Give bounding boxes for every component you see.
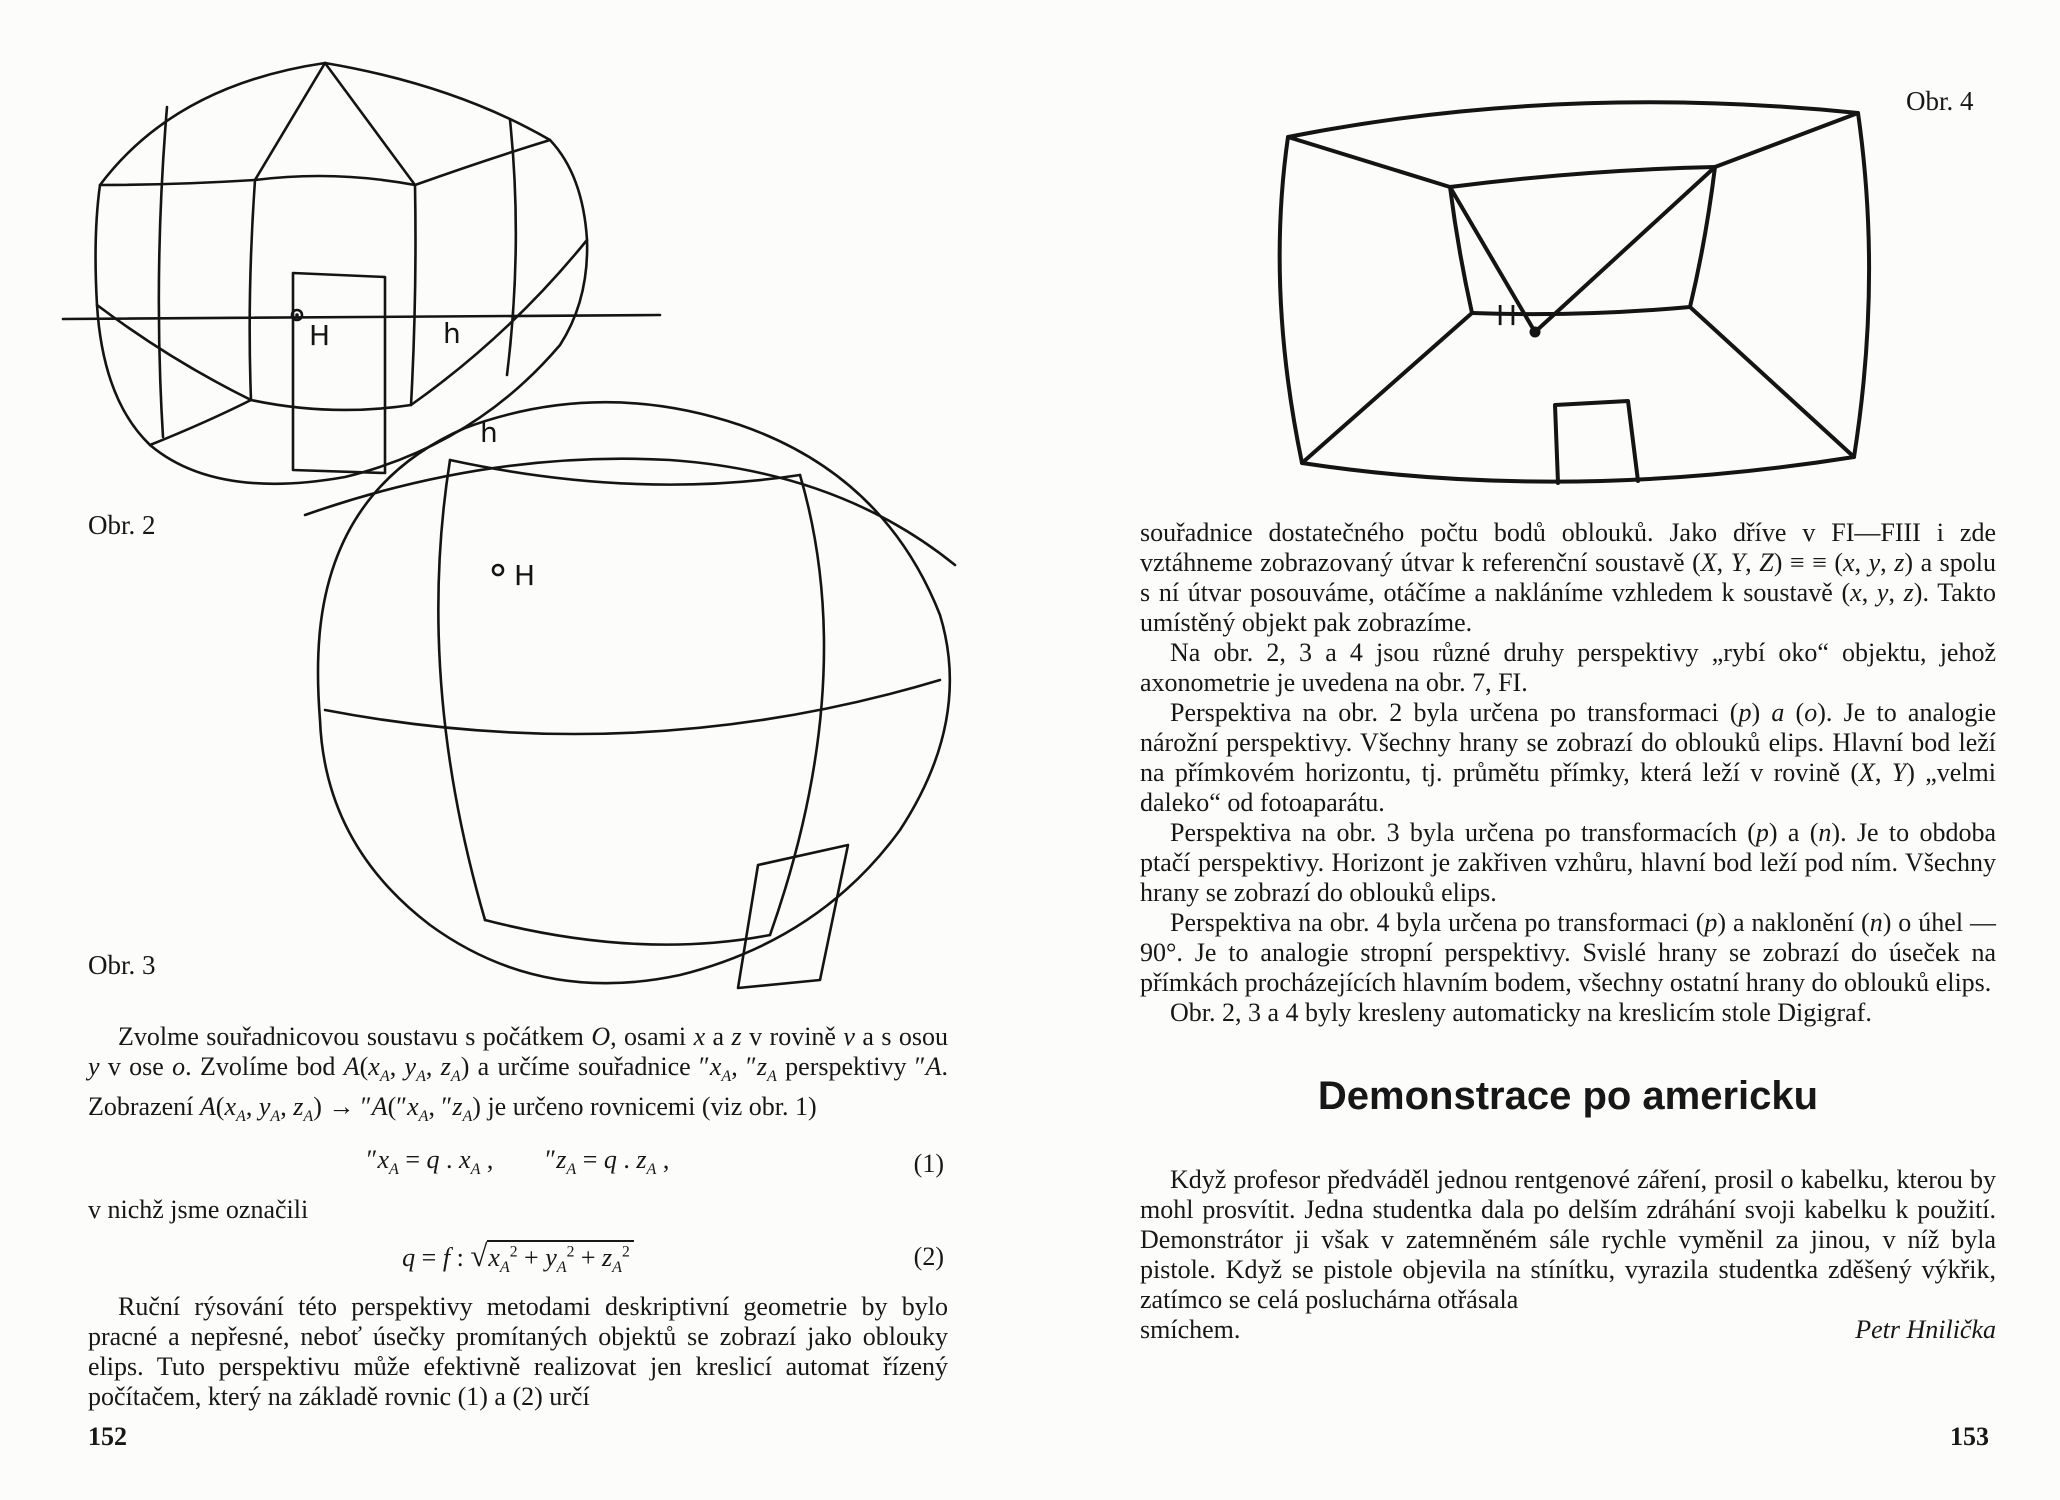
page-number-left: 152 [88,1422,127,1451]
equation-2-number: (2) [913,1241,944,1271]
equation-1-body: $''x_A = q$ . $x_A$ , $''z_A = q$ . $z_A$ , [366,1145,670,1179]
fig4-corner-line-tr [1715,113,1858,167]
fig4-door [1555,401,1638,483]
author-signature: Petr Hnilička [1855,1315,1996,1344]
anecdote-last-line [1140,1315,1996,1345]
paragraph-perspective-obr3: Perspektiva na obr. 3 byla určena po transformacích (p) a (n). Je to obdoba ptačí perspektivy. Horizont je zakřiven vzhůru, hlavní bod leží pod ním. Všechny hrany se zobrazí do oblouků elips. [1140,818,1996,907]
fig3-H-label: H [514,559,536,592]
fig4-ceiling-top [1450,167,1715,187]
figure-label-obr3: Obr. 3 [88,950,156,980]
fig4-principal-point [1530,327,1541,338]
paragraph-bridge: v nichž jsme označili [88,1194,309,1224]
paragraph-anecdote: Když profesor předváděl jednou rentgenové záření, prosil o kabelku, kterou by mohl prosvítit. Jedna studentka dala po delším zdráhání svoji kabelku k použití. Demonstrátor ji však v zatemněném sále rychle vyměnil za jinou, v níž byla pistole. Když se pistole objevila na stínítku, vyrazila studentka zděšený výkřik, zatímco se celá posluchárna otřásala [1140,1165,1996,1314]
fig4-H-label: H [1496,299,1518,332]
right-text-column [1140,518,1996,1345]
fig2-H-label: H [309,319,331,352]
equation-1-number: (1) [913,1149,944,1179]
section-heading-demonstrace: Demonstrace po americku [1317,1074,1819,1118]
anecdote-last-word: smíchem. [1140,1315,1241,1344]
paragraph-perspective-obr2: Perspektiva na obr. 2 byla určena po transformaci (p) a (o). Je to analogie nárožní perspektivy. Všechny hrany se zobrazí do oblouků elips. Hlavní bod leží na přímkovém horizontu, tj. průmětu přímky, která leží v rovině (X, Y) „velmi daleko“ od fotoaparátu. [1140,698,1996,817]
paragraph-fisheye-kinds: Na obr. 2, 3 a 4 jsou různé druhy perspektivy „rybí oko“ objektu, jehož axonometrie je uvedena na obr. 7, FI. [1140,638,1996,697]
fig3-h-label: h [480,416,498,449]
fig4-outline [1280,102,1869,481]
fig4-corner-line-br [1690,307,1854,457]
figure-obr4-fisheye-ceiling-perspective [1260,75,1890,515]
figure-label-obr4: Obr. 4 [1906,86,1974,116]
fig2-h-label: h [443,317,461,350]
paragraph-arc-coordinates: souřadnice dostatečného počtu bodů oblouků. Jako dříve v FI—FIII i zde vztáhneme zobrazovaný útvar k referenční soustavě (X, Y, Z) ≡ ≡ (x, y, z) a spolu s ní útvar posouváme, otáčíme a nakláníme vzhledem k soustavě (x, y, z). Takto umístěný objekt pak zobrazíme. [1140,518,1997,637]
paragraph-perspective-obr4: Perspektiva na obr. 4 byla určena po transformaci (p) a naklonění (n) o úhel —90°. Je to analogie stropní perspektivy. Svislé hrany se zobrazí do úseček na přímkách procházejících hlavním bodem, všechny ostatní hrany do oblouků elips. [1140,908,1997,997]
fig4-corner-line-tl [1288,137,1450,187]
page-number-right: 153 [1950,1422,1989,1451]
paragraph-coordinate-system: Zvolme souřadnicovou soustavu s počátkem O, osami x a z v rovině ν a s osou y v ose o. Zvolíme bod $A(x_A$, $y_A$, $z_A$) a určíme souřadnice $''x_A$, $''z_A$ perspektivy ″A. Zobrazení $A(x_A$, $y_A$, $z_A) \to ''A(''x_A$, $''z_A$) je určeno rovnicemi (viz obr. 1) [88,1022,949,1126]
paragraph-manual-drawing: Ruční rýsování této perspektivy metodami deskriptivní geometrie by bylo pracné a nepřesné, neboť úsečky promítaných objektů se zobrazí jako oblouky elips. Tuto perspektivu může efektivně realizovat jen kreslicí automat řízený počítačem, který na základě rovnic (1) a (2) určí [88,1292,948,1412]
paragraph-digigraf: Obr. 2, 3 a 4 byly kresleny automaticky na kreslicím stole Digigraf. [1170,998,1872,1027]
fig4-corner-line-bl [1302,313,1472,463]
equation-2-body: q = f : $√x_A^2 + y_A^2 + z_A^2$ [402,1243,634,1272]
figure-label-obr2: Obr. 2 [88,510,156,540]
